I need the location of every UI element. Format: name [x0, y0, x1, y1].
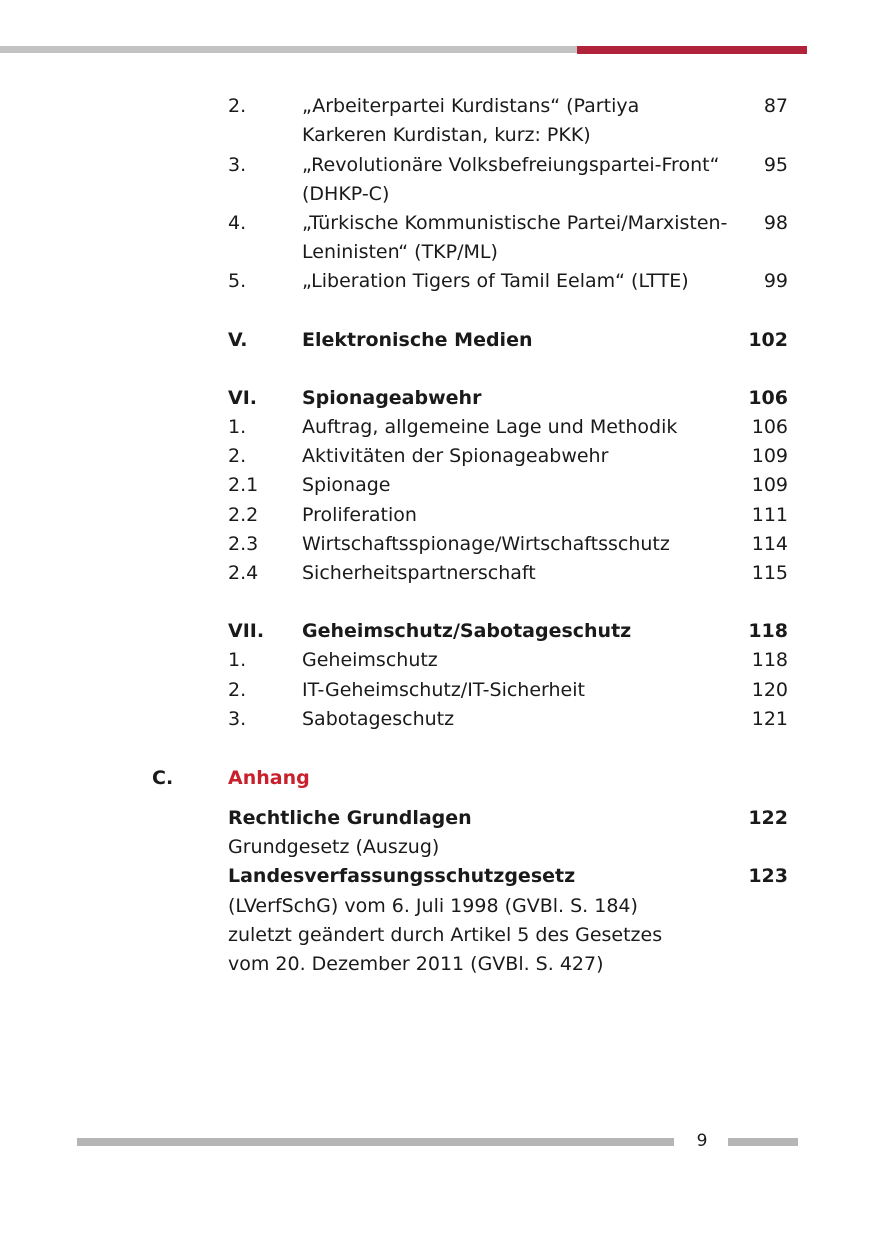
toc-entry-title-line: Leninisten“ (TKP/ML) — [302, 241, 498, 263]
appendix-entry-title: (LVerfSchG) vom 6. Juli 1998 (GVBl. S. 184) — [228, 895, 638, 917]
toc-entry-title-line: „Türkische Kommunistische Partei/Marxisten- — [302, 212, 728, 234]
toc-entry-page: 87 — [763, 95, 788, 117]
toc-entry-number: 2. — [228, 95, 247, 117]
toc-entry-page: 95 — [763, 154, 788, 176]
toc-entry-title — [302, 92, 742, 150]
toc-section-title: Geheimschutz/Sabotageschutz — [302, 620, 632, 642]
toc-entry-page: 111 — [751, 504, 788, 526]
toc-section-page: 106 — [748, 387, 788, 409]
appendix-entry-title: vom 20. Dezember 2011 (GVBl. S. 427) — [228, 953, 604, 975]
toc-entry-page: 115 — [751, 562, 788, 584]
toc-entry-title: Sabotageschutz — [302, 708, 455, 730]
appendix-entry-title: zuletzt geändert durch Artikel 5 des Gesetzes — [228, 924, 663, 946]
appendix-entry-title: Landesverfassungsschutzgesetz — [228, 865, 576, 887]
toc-section-page: 118 — [748, 620, 788, 642]
toc-entry-number: 3. — [228, 708, 247, 730]
toc-entry-title: Geheimschutz — [302, 649, 438, 671]
toc-entry-page: 114 — [751, 533, 788, 555]
toc-entry-page: 106 — [751, 416, 788, 438]
toc-entry-page: 120 — [751, 679, 788, 701]
toc-entry-number: 4. — [228, 212, 247, 234]
toc-entry-number: 1. — [228, 416, 247, 438]
toc-entry-page: 109 — [751, 445, 788, 467]
appendix-entry-title: Rechtliche Grundlagen — [228, 807, 472, 829]
toc-entry-number: 1. — [228, 649, 247, 671]
toc-entry-title: IT-Geheimschutz/IT-Sicherheit — [302, 679, 585, 701]
toc-section-number: VI. — [228, 387, 257, 409]
toc-entry-title-line: (DHKP-C) — [302, 183, 390, 205]
toc-entry-title: Proliferation — [302, 504, 417, 526]
toc-entry-page: 98 — [763, 212, 788, 234]
toc-entry-number: 3. — [228, 154, 247, 176]
toc-section-page: 102 — [748, 329, 788, 351]
toc-entry-title: Auftrag, allgemeine Lage und Methodik — [302, 416, 678, 438]
toc-section-title: Elektronische Medien — [302, 329, 533, 351]
header-bar-gray — [0, 46, 577, 53]
toc-entry-title — [302, 209, 742, 267]
toc-entry-title: Spionage — [302, 474, 391, 496]
toc-entry-title: Sicherheitspartnerschaft — [302, 562, 536, 584]
appendix-letter: C. — [152, 767, 174, 789]
toc-entry-number: 2.1 — [228, 474, 259, 496]
appendix-entry-page: 123 — [748, 865, 788, 887]
footer-bar-left — [77, 1138, 674, 1146]
appendix-entry-page: 122 — [748, 807, 788, 829]
toc-entry-number: 2. — [228, 445, 247, 467]
toc-entry-title: Aktivitäten der Spionageabwehr — [302, 445, 609, 467]
toc-entry-title-line: „Revolutionäre Volksbefreiungspartei-Front“ — [302, 154, 720, 176]
toc-entry-number: 2. — [228, 679, 247, 701]
toc-entry-number: 2.4 — [228, 562, 259, 584]
toc-entry-title — [302, 151, 742, 209]
toc-entry-number: 2.2 — [228, 504, 259, 526]
toc-entry-title: „Liberation Tigers of Tamil Eelam“ (LTTE) — [302, 270, 689, 292]
toc-section-title: Spionageabwehr — [302, 387, 482, 409]
page-number: 9 — [696, 1131, 708, 1151]
toc-entry-page: 109 — [751, 474, 788, 496]
toc-entry-page: 118 — [751, 649, 788, 671]
toc-entry-title: Wirtschaftsspionage/Wirtschaftsschutz — [302, 533, 670, 555]
appendix-title: Anhang — [228, 767, 310, 789]
toc-entry-number: 2.3 — [228, 533, 259, 555]
toc-section-number: V. — [228, 329, 248, 351]
toc-entry-page: 99 — [763, 270, 788, 292]
toc-entry-title-line: „Arbeiterpartei Kurdistans“ (Partiya — [302, 95, 640, 117]
toc-entry-page: 121 — [751, 708, 788, 730]
toc-entry-number: 5. — [228, 270, 247, 292]
footer-bar-right — [728, 1138, 798, 1146]
toc-entry-title-line: Karkeren Kurdistan, kurz: PKK) — [302, 124, 591, 146]
header-bar-accent — [577, 46, 807, 54]
toc-section-number: VII. — [228, 620, 265, 642]
appendix-entry-title: Grundgesetz (Auszug) — [228, 836, 440, 858]
